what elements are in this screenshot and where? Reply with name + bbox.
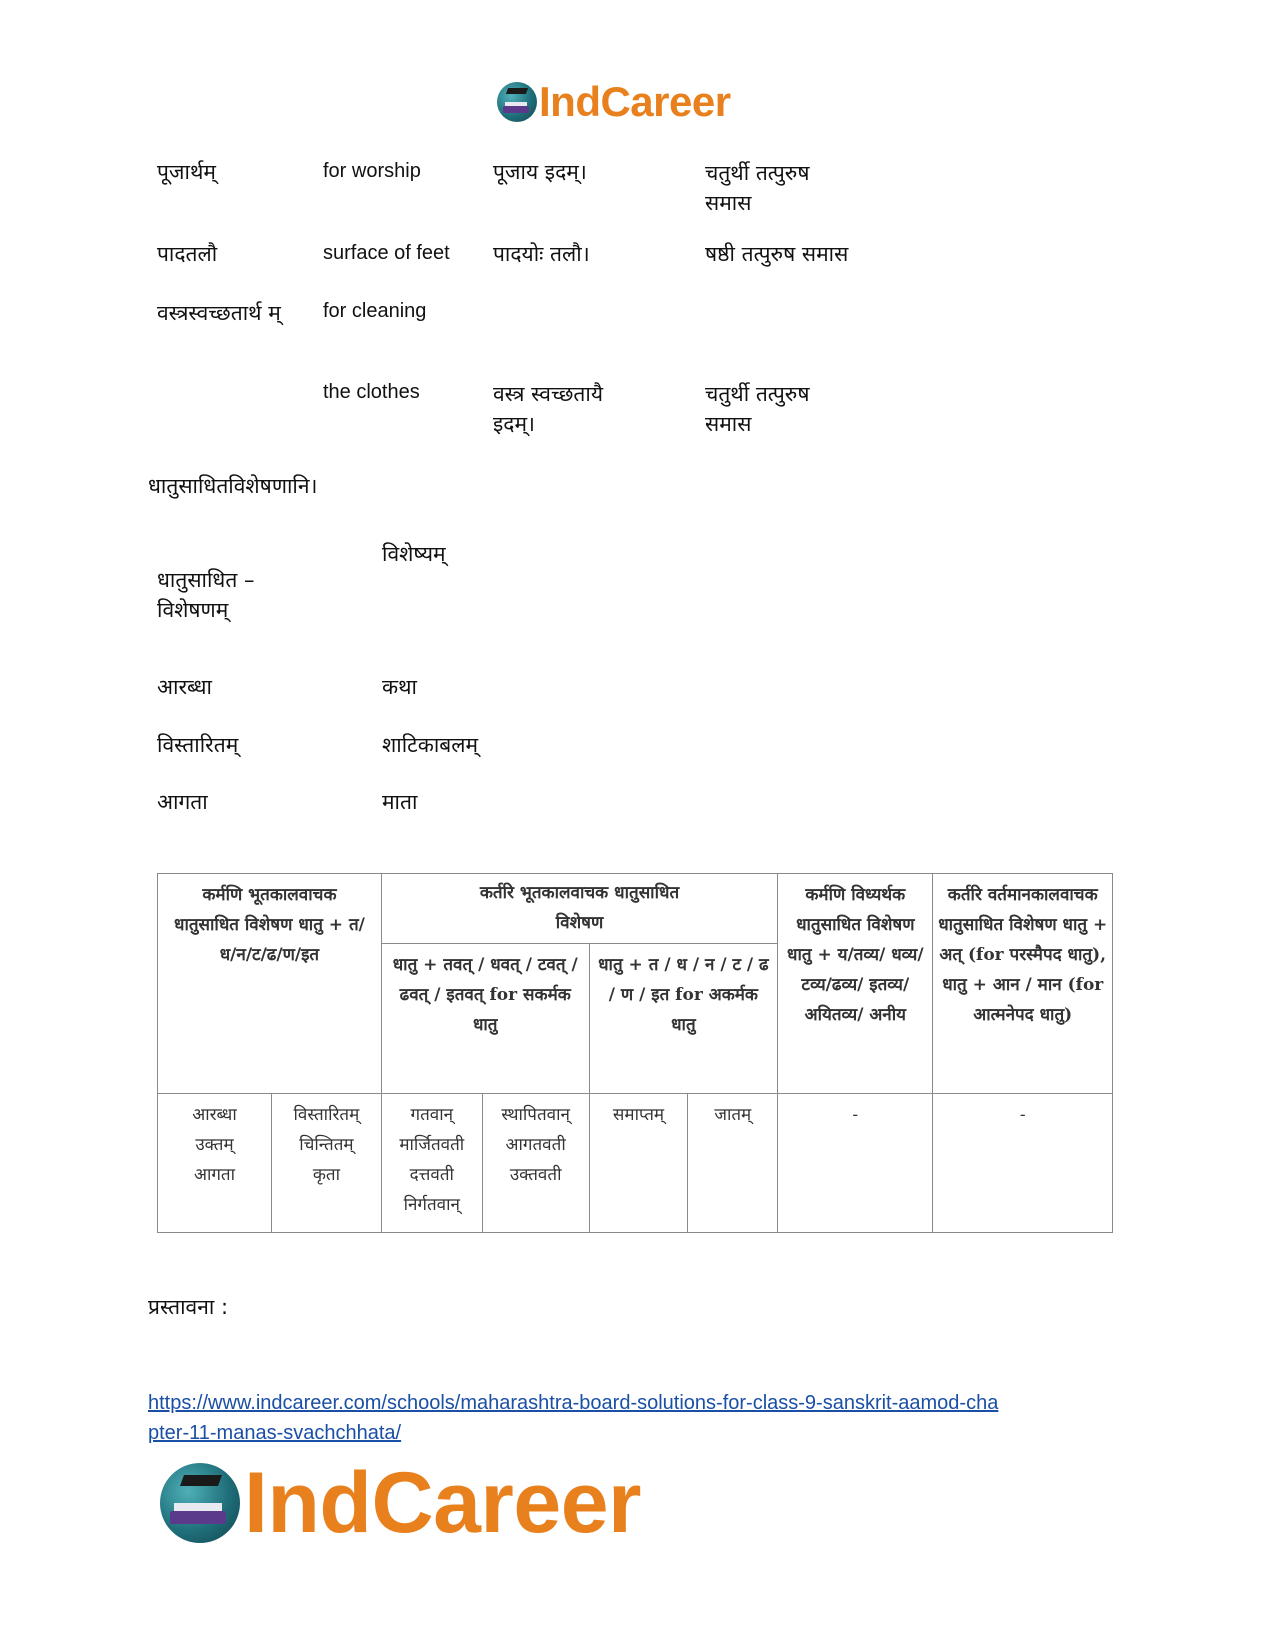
example-cell: समाप्तम् — [589, 1094, 688, 1233]
globe-book-icon — [160, 1463, 240, 1543]
adjective-cell: आरब्धा — [157, 675, 212, 699]
section-heading: धातुसाधितविशेषणानि। — [148, 474, 318, 498]
vocab-samasa: षष्ठी तत्पुरुष समास — [705, 242, 849, 266]
vocab-word: वस्त्रस्वच्छतार्थ म् — [157, 301, 281, 325]
vocab-samasa: चतुर्थी तत्पुरुष समास — [705, 382, 810, 436]
example-cell: जातम् — [688, 1094, 778, 1233]
vocab-meaning: for worship — [323, 160, 421, 182]
example-cell: विस्तारितम् चिन्तितम् कृता — [271, 1094, 381, 1233]
vocab-meaning: for cleaning — [323, 300, 427, 322]
col-header-adjective: धातुसाधित – विशेषणम् — [157, 568, 255, 622]
adjective-cell: विस्तारितम् — [157, 733, 239, 757]
header-logo — [497, 80, 731, 124]
noun-cell: कथा — [382, 675, 417, 699]
example-cell: - — [933, 1094, 1113, 1233]
header-sakarmaka: धातु + तवत् / धवत् / टवत् / ढवत् / इतवत् for सकर्मक धातु — [381, 944, 589, 1094]
vocab-meaning: the clothes — [323, 381, 420, 403]
noun-cell: शाटिकाबलम् — [382, 733, 479, 757]
vocab-vigraha: पूजाय इदम्। — [493, 160, 587, 184]
example-cell: गतवान् मार्जितवती दत्तवती निर्गतवान् — [381, 1094, 482, 1233]
example-cell: स्थापितवान् आगतवती उक्तवती — [482, 1094, 589, 1233]
example-cell: आरब्धा उक्तम् आगता — [158, 1094, 272, 1233]
adjective-cell: आगता — [157, 790, 208, 814]
header-akarmaka: धातु + त / ध / न / ट / ढ / ण / इत for अकर्मक धातु — [589, 944, 778, 1094]
source-link-line1[interactable]: https://www.indcareer.com/schools/maharashtra-board-solutions-for-class-9-sanskrit-aamod-cha — [148, 1392, 999, 1414]
vocab-vigraha: वस्त्र स्वच्छतायै इदम्। — [493, 382, 603, 436]
brand-name: IndCareer — [244, 1455, 641, 1551]
grammar-examples-row — [158, 1094, 1113, 1233]
header-kartari-bhuta: कर्तरि भूतकालवाचक धातुसाधित विशेषण — [381, 874, 777, 944]
vocab-vigraha: पादयोः तलौ। — [493, 242, 590, 266]
example-cell: - — [778, 1094, 933, 1233]
vocab-meaning: surface of feet — [323, 242, 450, 264]
vocab-word: पादतलौ — [157, 242, 218, 266]
prastavana-label: प्रस्तावना : — [148, 1295, 229, 1319]
vocab-word: पूजार्थम् — [157, 160, 216, 184]
vocab-samasa: चतुर्थी तत्पुरुष समास — [705, 161, 810, 215]
header-karmani-bhuta: कर्मणि भूतकालवाचक धातुसाधित विशेषण धातु + त/ध/न/ट/ढ/ण/इत — [158, 874, 382, 1094]
globe-book-icon — [497, 82, 537, 122]
source-link[interactable] — [148, 1388, 1128, 1448]
footer-logo — [160, 1455, 641, 1551]
grammar-table — [157, 873, 1113, 1233]
header-kartari-vartamana: कर्तरि वर्तमानकालवाचक धातुसाधित विशेषण धातु + अत् (for परस्मैपद धातु), धातु + आन / मान (for आत्मनेपद धातु) — [933, 874, 1113, 1094]
col-header-noun: विशेष्यम् — [382, 542, 446, 566]
source-link-line2[interactable]: pter-11-manas-svachchhata/ — [148, 1422, 402, 1444]
header-karmani-vidhyarthaka: कर्मणि विध्यर्थक धातुसाधित विशेषण धातु + य/तव्य/ धव्य/टव्य/ढव्य/ इतव्य/अयितव्य/ अनीय — [778, 874, 933, 1094]
brand-name: IndCareer — [539, 78, 731, 125]
noun-cell: माता — [382, 790, 418, 814]
